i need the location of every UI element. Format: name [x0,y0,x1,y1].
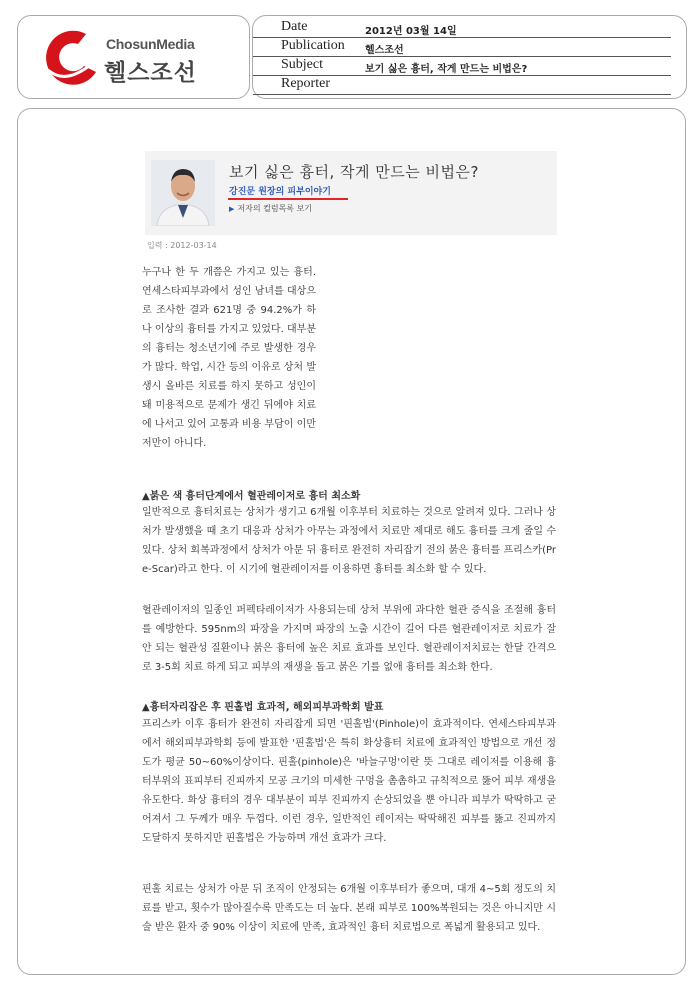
triangle-right-icon: ▶ [229,205,235,213]
input-date: 입력 : 2012-03-14 [147,241,217,250]
logo-panel [17,15,250,99]
author-column-list-label: 저자의 컬럼목록 보기 [237,204,313,213]
body-paragraph: 혈관레이저의 일종인 퍼펙타레이저가 사용되는데 상처 부위에 과다한 혈관 증식을 조절해 흉터를 예방한다. 595nm의 파장을 가지며 파장의 노출 시간이 길어 다른 혈관레이저로 치료가 잘 안 되는 혈관성 질환이나 붉은 흉터에 높은 치료 효과를 보인다. 혈관레이저치료는 한달 간격으로 3-5회 치료 하게 되고 피부의 재생을 돕고 붉은 기를 없애 흉터를 최소화 한다. [142,605,556,673]
meta-label: Subject [281,57,323,72]
meta-label: Publication [281,38,345,53]
body-paragraph: 일반적으로 흉터치료는 상처가 생기고 6개월 이후부터 치료하는 것으로 알려져 있다. 그러나 상처가 발생했을 때 초기 대응과 상처가 아무는 과정에서 치료만 제대로 해도 흉터를 크게 줄일 수 있다. 상처 회복과정에서 상처가 아문 뒤 흉터로 완전히 자리잡기 전의 붉은 흉터를 프리스카(Pre-Scar)라고 한다. 이 시기에 혈관레이저를 이용하면 흉터를 최소화 할 수 있다. [142,507,556,575]
meta-row-reporter [253,76,671,95]
section-heading: ▲흉터자리잡은 후 핀홀법 효과적, 해외피부과학회 발표 [142,702,384,713]
author-portrait-icon [151,160,215,226]
author-photo [151,160,215,226]
meta-row-date [253,19,671,38]
meta-value: 헬스조선 [365,45,404,56]
meta-value: 보기 싫은 흉터, 작게 만드는 비법은? [365,64,528,75]
brand-name-en: ChosunMedia [106,36,195,52]
brand-name-ko: 헬스조선 [104,60,197,86]
meta-label: Date [281,19,308,34]
article-title: 보기 싫은 흉터, 작게 만드는 비법은? [229,163,479,181]
column-underline [228,198,348,200]
column-name-link[interactable]: 강진문 원장의 피부이야기 [229,187,331,197]
section-heading: ▲붉은 색 흉터단계에서 혈관레이저로 흉터 최소화 [142,491,361,502]
meta-value: 2012년 03월 14일 [365,26,457,37]
metadata-panel [252,15,687,99]
meta-row-subject [253,57,671,76]
chosun-media-logo-icon [36,26,102,88]
closing-paragraph: 핀홀 치료는 상처가 아문 뒤 조직이 안정되는 6개월 이후부터가 좋으며, 대개 4~5회 정도의 치료를 받고, 횟수가 많아질수록 만족도는 더 높다. 본래 피부로 100%복원되는 것은 아니지만 시술 받은 환자 중 90% 이상이 치료에 만족, 효과적인 흉터 치료법으로 폭넓게 활용되고 있다. [142,884,556,933]
body-paragraph: 프리스카 이후 흉터가 완전히 자리잡게 되면 '핀홀법'(Pinhole)이 효과적이다. 연세스타피부과에서 해외피부과학회 등에 발표한 '핀홀법'은 특히 화상흉터 치료에 효과적인 방법으로 개선 정도가 평균 50~60%이상이다. 핀홀(pinhole)은 '바늘구멍'이란 뜻 그대로 레이저를 이용해 흉터부위의 표피부터 진피까지 모공 크기의 미세한 구멍을 촘촘하고 규칙적으로 뚫어 피부 재생을 유도한다. 화상 흉터의 경우 대부분이 피부 진피까지 손상되었을 뿐 아니라 피부가 딱딱하고 굳어져서 그 두께가 매우 두껍다. 이런 경우, 일반적인 레이저는 딱딱해진 피부를 뚫고 진피까지 도달하지 못하지만 핀홀법은 가능하며 개선 효과가 크다. [142,719,556,844]
author-column-list-link[interactable] [229,203,312,214]
intro-paragraph: 누구나 한 두 개쯤은 가지고 있는 흉터. 연세스타피부과에서 성인 남녀를 대상으로 조사한 결과 621명 중 94.2%가 하나 이상의 흉터를 가지고 있었다. 대부분의 흉터는 청소년기에 주로 발생한 경우가 많다. 학업, 시간 등의 이유로 상처 발생시 올바른 치료를 하지 못하고 성인이 돼 미용적으로 문제가 생긴 뒤에야 치료에 나서고 있어 고통과 비용 부담이 이만저만이 아니다. [142,267,316,449]
meta-row-publication [253,38,671,57]
meta-label: Reporter [281,76,330,91]
